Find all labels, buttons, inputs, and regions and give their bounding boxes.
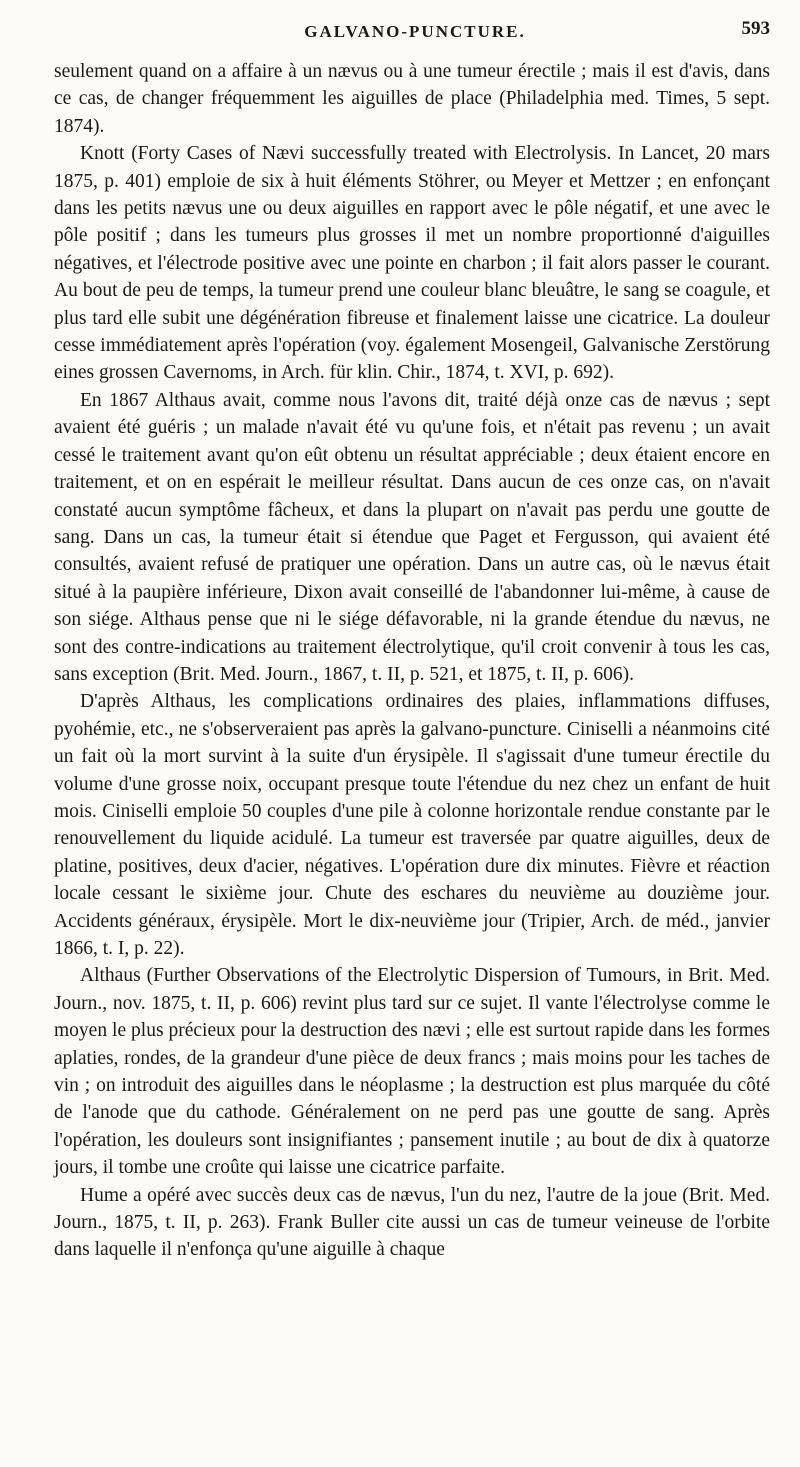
paragraph-continuation: seulement quand on a affaire à un nævus ou à une tumeur érectile ; mais il est d'avis, dans ce cas, de changer fréquemment les aiguilles de place (Philadelphia med. Times, 5 sept. 1874). <box>54 61 770 137</box>
page-number: 593 <box>741 18 770 39</box>
paragraph-complications: D'après Althaus, les complications ordinaires des plaies, inflammations diffuses, pyohémie, etc., ne s'observeraient pas après la galvano-puncture. Ciniselli a néanmoins cité un fait où la mort survint à la suite d'un érysipèle. Il s'agissait d'une tumeur érectile du volume d'une grosse noix, occupant presque toute l'étendue du nez chez un enfant de huit mois. Ciniselli emploie 50 couples d'une pile à colonne horizontale rendue constante par le renouvellement du liquide acidulé. La tumeur est traversée par quatre aiguilles, deux de platine, positives, deux d'acier, négatives. L'opération dure dix minutes. Fièvre et réaction locale cessant le sixième jour. Chute des eschares du neuvième au douzième jour. Accidents généraux, érysipèle. Mort le dix-neuvième jour (Tripier, Arch. de méd., janvier 1866, t. I, p. 22). <box>54 691 770 959</box>
page-body <box>54 58 770 1264</box>
page-header <box>60 18 770 48</box>
paragraph-knott: Knott (Forty Cases of Nævi successfully treated with Electrolysis. In Lancet, 20 mars 1875, p. 401) emploie de six à huit éléments Stöhrer, ou Meyer et Mettzer ; en enfonçant dans les petits nævus une ou deux aiguilles en rapport avec le pôle négatif, et une avec le pôle positif ; dans les tumeurs plus grosses il met un nombre proportionné d'aiguilles négatives, et l'électrode positive avec une pointe en charbon ; il fait alors passer le courant. Au bout de peu de temps, la tumeur prend une couleur blanc bleuâtre, le sang se coagule, et plus tard elle subit une dégénération fibreuse et finalement laisse une cicatrice. La douleur cesse immédiatement après l'opération (voy. également Mosengeil, Galvanische Zerstörung eines grossen Cavernoms, in Arch. für klin. Chir., 1874, t. XVI, p. 692). <box>54 143 770 384</box>
paragraph-althaus-further: Althaus (Further Observations of the Electrolytic Dispersion of Tumours, in Brit. Med. Journ., nov. 1875, t. II, p. 606) revint plus tard sur ce sujet. Il vante l'électrolyse comme le moyen le plus précieux pour la destruction des nævi ; elle est surtout rapide dans les formes aplaties, rondes, de la grandeur d'une pièce de deux francs ; mais moins pour les taches de vin ; on introduit des aiguilles dans le néoplasme ; la destruction est plus marquée du côté de l'anode que du cathode. Généralement on ne perd pas une goutte de sang. Après l'opération, les douleurs sont insignifiantes ; pansement inutile ; au bout de dix à quatorze jours, il tombe une croûte qui laisse une cicatrice parfaite. <box>54 965 770 1179</box>
paragraph-althaus-1867: En 1867 Althaus avait, comme nous l'avons dit, traité déjà onze cas de nævus ; sept avaient été guéris ; un malade n'avait été vu qu'une fois, et n'était pas revenu ; un avait cessé le traitement avant qu'on eût obtenu un résultat appréciable ; deux étaient encore en traitement, et on en espérait le meilleur résultat. Dans aucun de ces onze cas, on n'avait constaté aucun symptôme fâcheux, et dans la plupart on n'avait pas perdu une goutte de sang. Dans un cas, la tumeur était si étendue que Paget et Fergusson, qui avaient été consultés, avaient refusé de pratiquer une opération. Dans un autre cas, où le nævus était situé à la paupière inférieure, Dixon avait conseillé de l'abandonner lui-même, à cause de son siége. Althaus pense que ni le siége défavorable, ni la grande étendue du nævus, ne sont des contre-indications au traitement électrolytique, qu'il croit convenir à tous les cas, sans exception (Brit. Med. Journ., 1867, t. II, p. 521, et 1875, t. II, p. 606). <box>54 389 770 685</box>
running-title: GALVANO-PUNCTURE. <box>304 22 526 41</box>
paragraph-hume: Hume a opéré avec succès deux cas de nævus, l'un du nez, l'autre de la joue (Brit. Med. Journ., 1875, t. II, p. 263). Frank Buller cite aussi un cas de tumeur veineuse de l'orbite dans laquelle il n'enfonça qu'une aiguille à chaque <box>54 1184 770 1261</box>
